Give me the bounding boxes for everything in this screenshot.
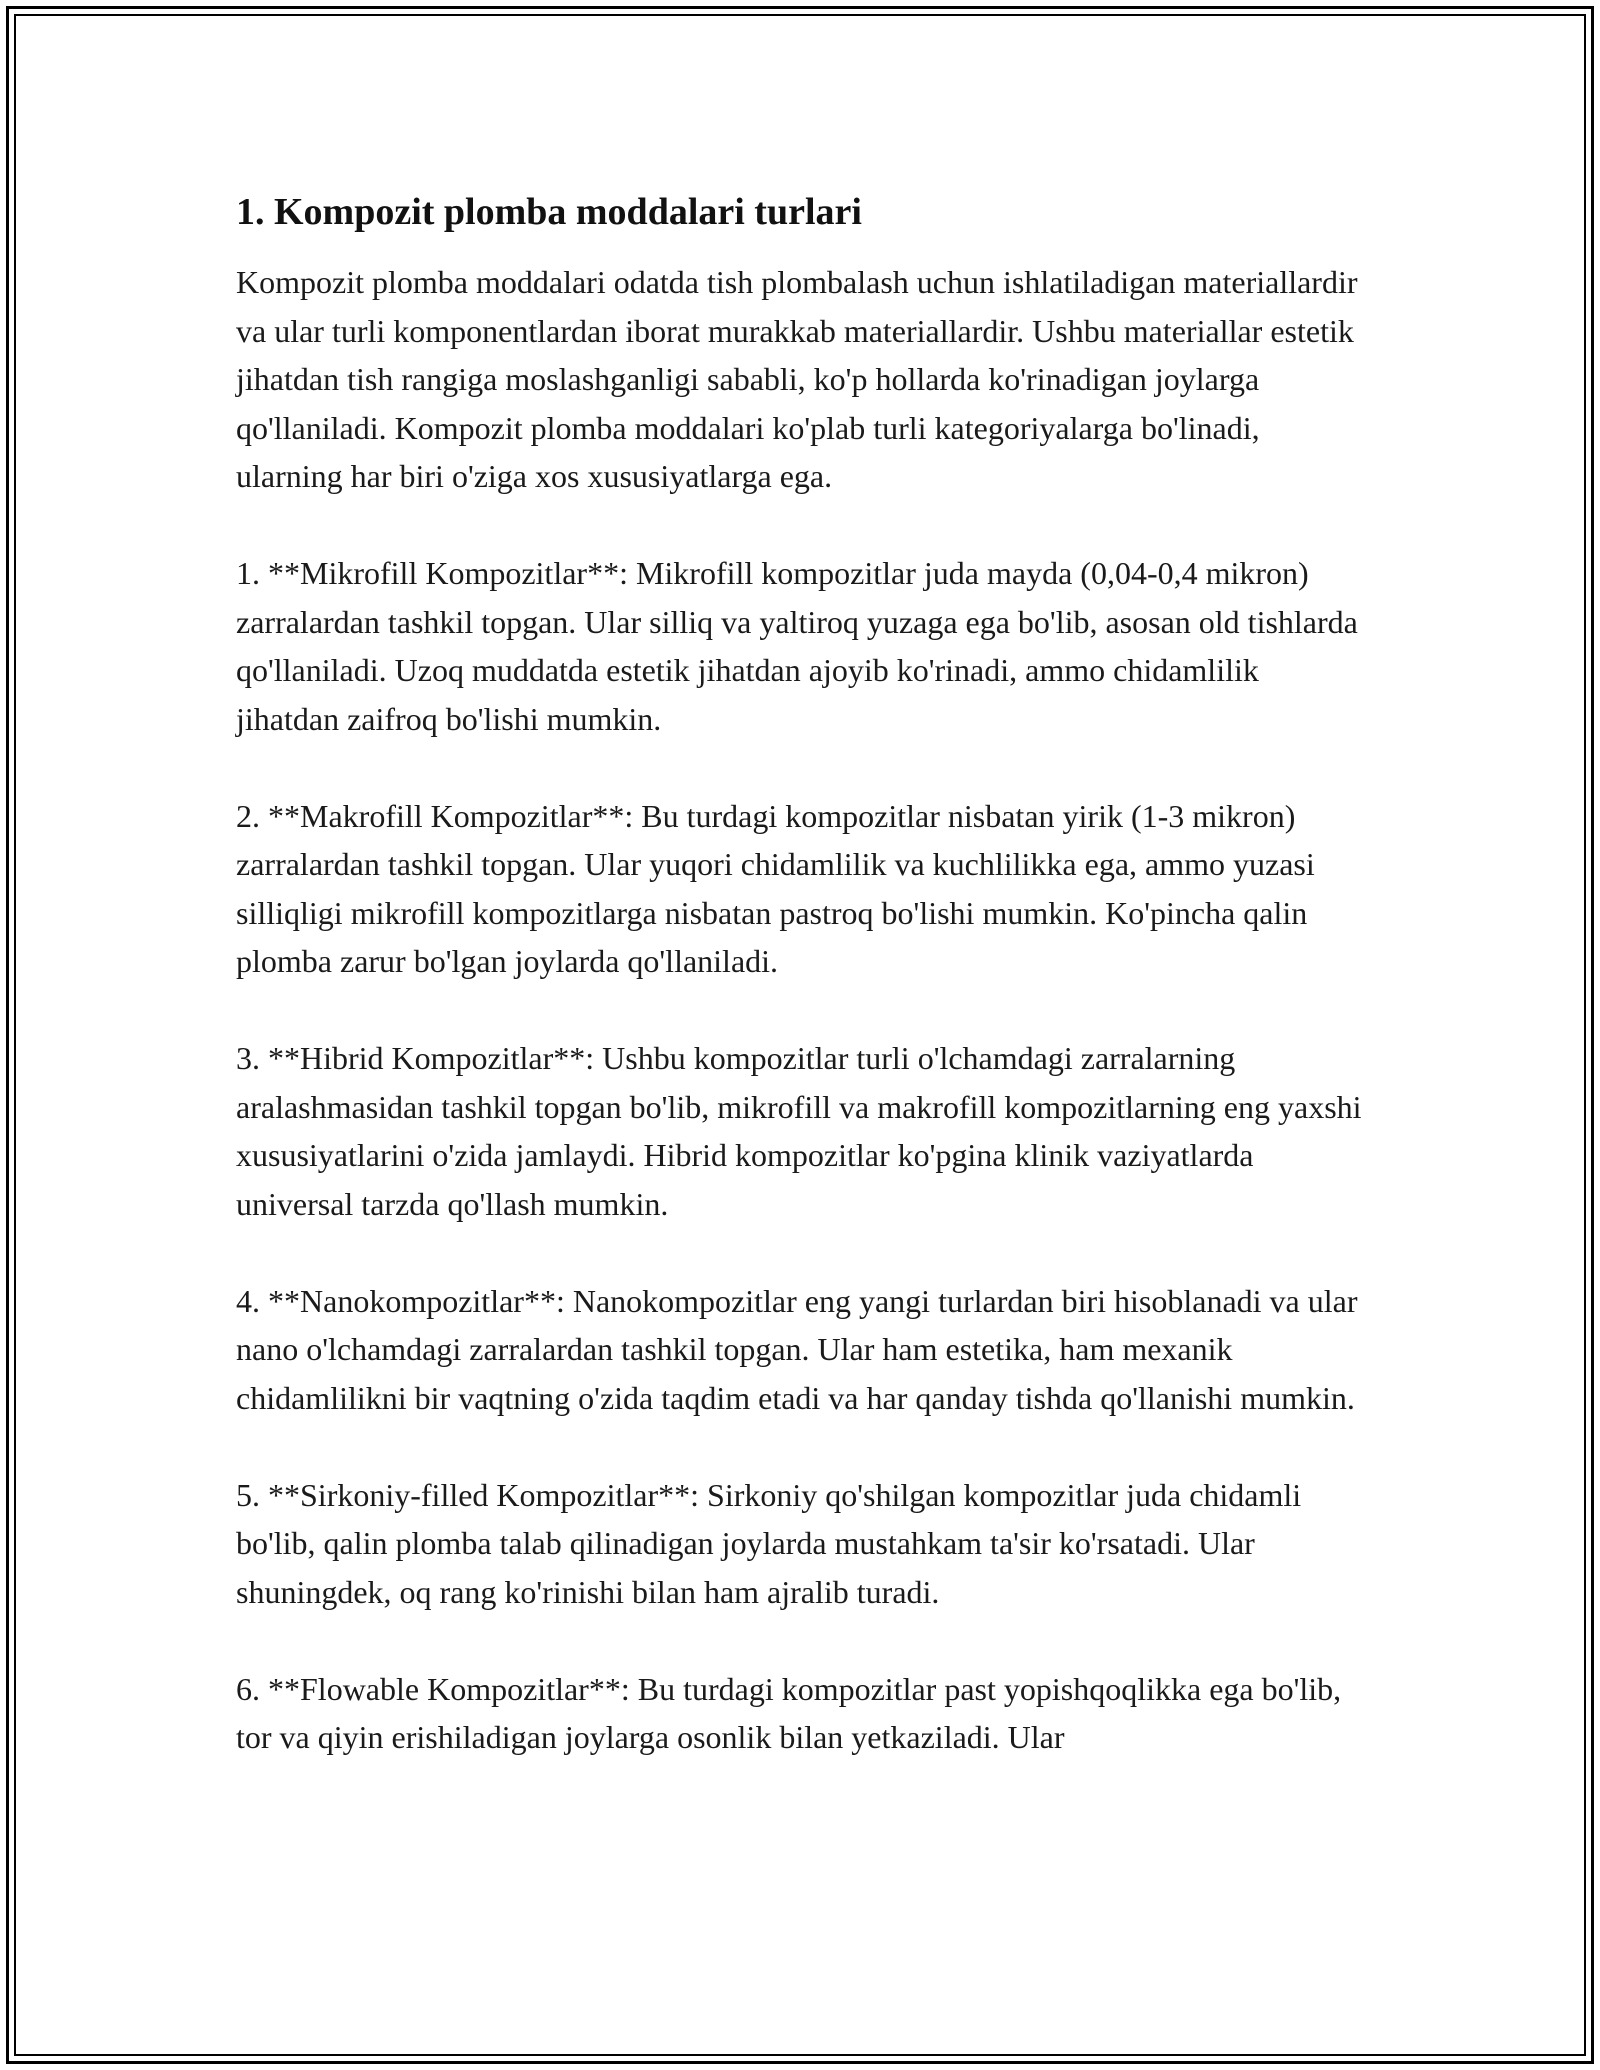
- paragraph-hibrid: 3. **Hibrid Kompozitlar**: Ushbu kompozitlar turli o'lchamdagi zarralarning aralashmasidan tashkil topgan bo'lib, mikrofill va makrofill kompozitlarning eng yaxshi xususiyatlarini o'zida jamlaydi. Hibrid kompozitlar ko'pgina klinik vaziyatlarda universal tarzda qo'llash mumkin.: [236, 1040, 1362, 1222]
- section-heading: 1. Kompozit plomba moddalari turlari: [236, 191, 862, 233]
- intro-paragraph: Kompozit plomba moddalari odatda tish plombalash uchun ishlatiladigan materiallardir va ular turli komponentlardan iborat murakkab materiallardir. Ushbu materiallar estetik jihatdan tish rangiga moslashganligi sababli, ko'p hollarda ko'rinadigan joylarga qo'llaniladi. Kompozit plomba moddalari ko'plab turli kategoriyalarga bo'linadi, ularning har biri o'ziga xos xususiyatlarga ega.: [236, 264, 1358, 494]
- paragraph-nanokompozit: 4. **Nanokompozitlar**: Nanokompozitlar eng yangi turlardan biri hisoblanadi va ular nano o'lchamdagi zarralardan tashkil topgan. Ular ham estetika, ham mexanik chidamlilikni bir vaqtning o'zida taqdim etadi va har qanday tishda qo'llanishi mumkin.: [236, 1282, 1358, 1416]
- paragraph-sirkoniy: 5. **Sirkoniy-filled Kompozitlar**: Sirkoniy qo'shilgan kompozitlar juda chidamli bo'lib, qalin plomba talab qilinadigan joylarda mustahkam ta'sir ko'rsatadi. Ular shuningdek, oq rang ko'rinishi bilan ham ajralib turadi.: [236, 1476, 1302, 1610]
- paragraph-makrofill: 2. **Makrofill Kompozitlar**: Bu turdagi kompozitlar nisbatan yirik (1-3 mikron) zarralardan tashkil topgan. Ular yuqori chidamlilik va kuchlilikka ega, ammo yuzasi silliqligi mikrofill kompozitlarga nisbatan pastroq bo'lishi mumkin. Ko'pincha qalin plomba zarur bo'lgan joylarda qo'llaniladi.: [236, 797, 1315, 979]
- paragraph-flowable: 6. **Flowable Kompozitlar**: Bu turdagi kompozitlar past yopishqoqlikka ega bo'lib, tor va qiyin erishiladigan joylarga osonlik bilan yetkaziladi. Ular: [236, 1670, 1342, 1755]
- paragraph-mikrofill: 1. **Mikrofill Kompozitlar**: Mikrofill kompozitlar juda mayda (0,04-0,4 mikron) zarralardan tashkil topgan. Ular silliq va yaltiroq yuzaga ega bo'lib, asosan old tishlarda qo'llaniladi. Uzoq muddatda estetik jihatdan ajoyib ko'rinadi, ammo chidamlilik jihatdan zaifroq bo'lishi mumkin.: [236, 555, 1358, 737]
- document-body: [236, 186, 1366, 1810]
